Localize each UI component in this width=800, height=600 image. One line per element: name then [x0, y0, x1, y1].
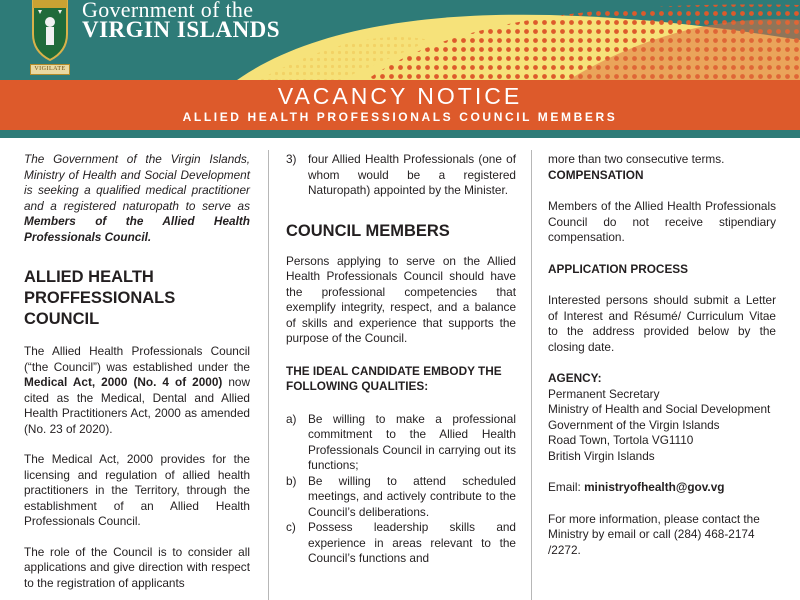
compensation-heading: COMPENSATION	[548, 167, 644, 182]
members-paragraph: Persons applying to serve on the Allied Health Professionals Council should have the professional competencies that exemplify integrity, respect, and a balance of skills and experience that supports the purpose of the Council.	[286, 253, 516, 345]
notice-subtitle: ALLIED HEALTH PROFESSIONALS COUNCIL MEMBERS	[182, 110, 618, 124]
column-divider	[268, 150, 269, 600]
vacancy-band	[0, 80, 800, 130]
agency-line: Road Town, Tortola VG1110	[548, 433, 694, 447]
agency-line: Ministry of Health and Social Development	[548, 402, 771, 416]
compensation-text: Members of the Allied Health Professionals Council do not receive stipendiary compensation.	[548, 199, 776, 244]
government-line: Government of the	[82, 0, 254, 22]
agency-address	[548, 387, 776, 465]
column-middle	[286, 152, 516, 567]
list-marker: b)	[286, 473, 297, 488]
council-role-paragraph: The role of the Council is to consider all applications and give direction with respect to the registration of applicants	[24, 544, 250, 590]
list-item-text: Possess leadership skills and experience in areas relevant to the Council’s functions and	[308, 520, 516, 565]
list-item	[286, 474, 516, 521]
medical-act-text: Medical Act, 2000 (No. 4 of 2000)	[24, 375, 223, 389]
agency-heading: AGENCY:	[548, 371, 602, 385]
terms-text: more than two consecutive terms.	[548, 152, 725, 166]
email-link[interactable]: ministryofhealth@gov.vg	[584, 480, 725, 494]
list-item	[286, 152, 516, 199]
header-banner	[0, 0, 800, 85]
motto-scroll: VIGILATE	[30, 64, 70, 75]
teal-rule	[0, 130, 800, 138]
list-item	[286, 520, 516, 567]
agency-line: Permanent Secretary	[548, 386, 660, 401]
composition-list	[286, 152, 516, 199]
list-item-text: Be willing to attend scheduled meetings, and actively contribute to the Council’s deliberations.	[308, 473, 516, 519]
agency-line: British Virgin Islands	[548, 448, 655, 463]
qualities-list	[286, 412, 516, 567]
notice-title: VACANCY NOTICE	[277, 83, 523, 109]
list-marker: a)	[286, 411, 297, 426]
qualities-heading: THE IDEAL CANDIDATE EMBODY THE FOLLOWING QUALITIES:	[286, 363, 502, 393]
application-text: Interested persons should submit a Letter of Interest and Résumé/ Curriculum Vitae to the address provided below by the closing date.	[548, 293, 776, 354]
column-right	[548, 152, 776, 558]
council-heading: ALLIED HEALTH PROFFESSIONALS COUNCIL	[24, 268, 176, 328]
application-heading: APPLICATION PROCESS	[548, 261, 689, 276]
establishment-paragraph	[24, 344, 250, 437]
medical-act-paragraph: The Medical Act, 2000 provides for the licensing and regulation of allied health practitioners in the Territory, through the establishment of an Allied Health Professionals Council.	[24, 452, 250, 528]
virgin-islands-line: VIRGIN ISLANDS	[82, 17, 281, 42]
intro-paragraph	[24, 152, 250, 245]
list-item-text: four Allied Health Professionals (one of whom would be a registered Naturopath) appointed by the Minister.	[308, 152, 516, 197]
list-marker: 3)	[286, 152, 297, 166]
email-label: Email:	[548, 480, 585, 494]
council-members-heading: COUNCIL MEMBERS	[286, 221, 450, 240]
list-item	[286, 412, 516, 474]
column-divider	[531, 150, 532, 600]
coat-of-arms-icon	[30, 0, 70, 62]
email-line	[548, 480, 776, 496]
establishment-text-end: now cited as the Medical, Dental and Allied Health Practitioners Act, 2000 as amended (No. 23 of 2020).	[24, 375, 250, 436]
contact-text: For more information, please contact the Ministry by email or call (284) 468-2174 /2272.	[548, 511, 760, 557]
intro-text: The Government of the Virgin Islands, Ministry of Health and Social Development is seeking a qualified medical practitioner and a registered naturopath to serve as	[24, 152, 250, 213]
column-left	[24, 152, 250, 591]
list-item-text: Be willing to make a professional commitment to the Allied Health Professionals Council in carrying out its functions;	[308, 411, 516, 472]
establishment-text: The Allied Health Professionals Council (“the Council”) was established under the	[24, 344, 250, 374]
intro-bold-text: Members of the Allied Health Professionals Council.	[24, 214, 250, 244]
agency-line: Government of the Virgin Islands	[548, 417, 720, 432]
list-marker: c)	[286, 520, 296, 534]
